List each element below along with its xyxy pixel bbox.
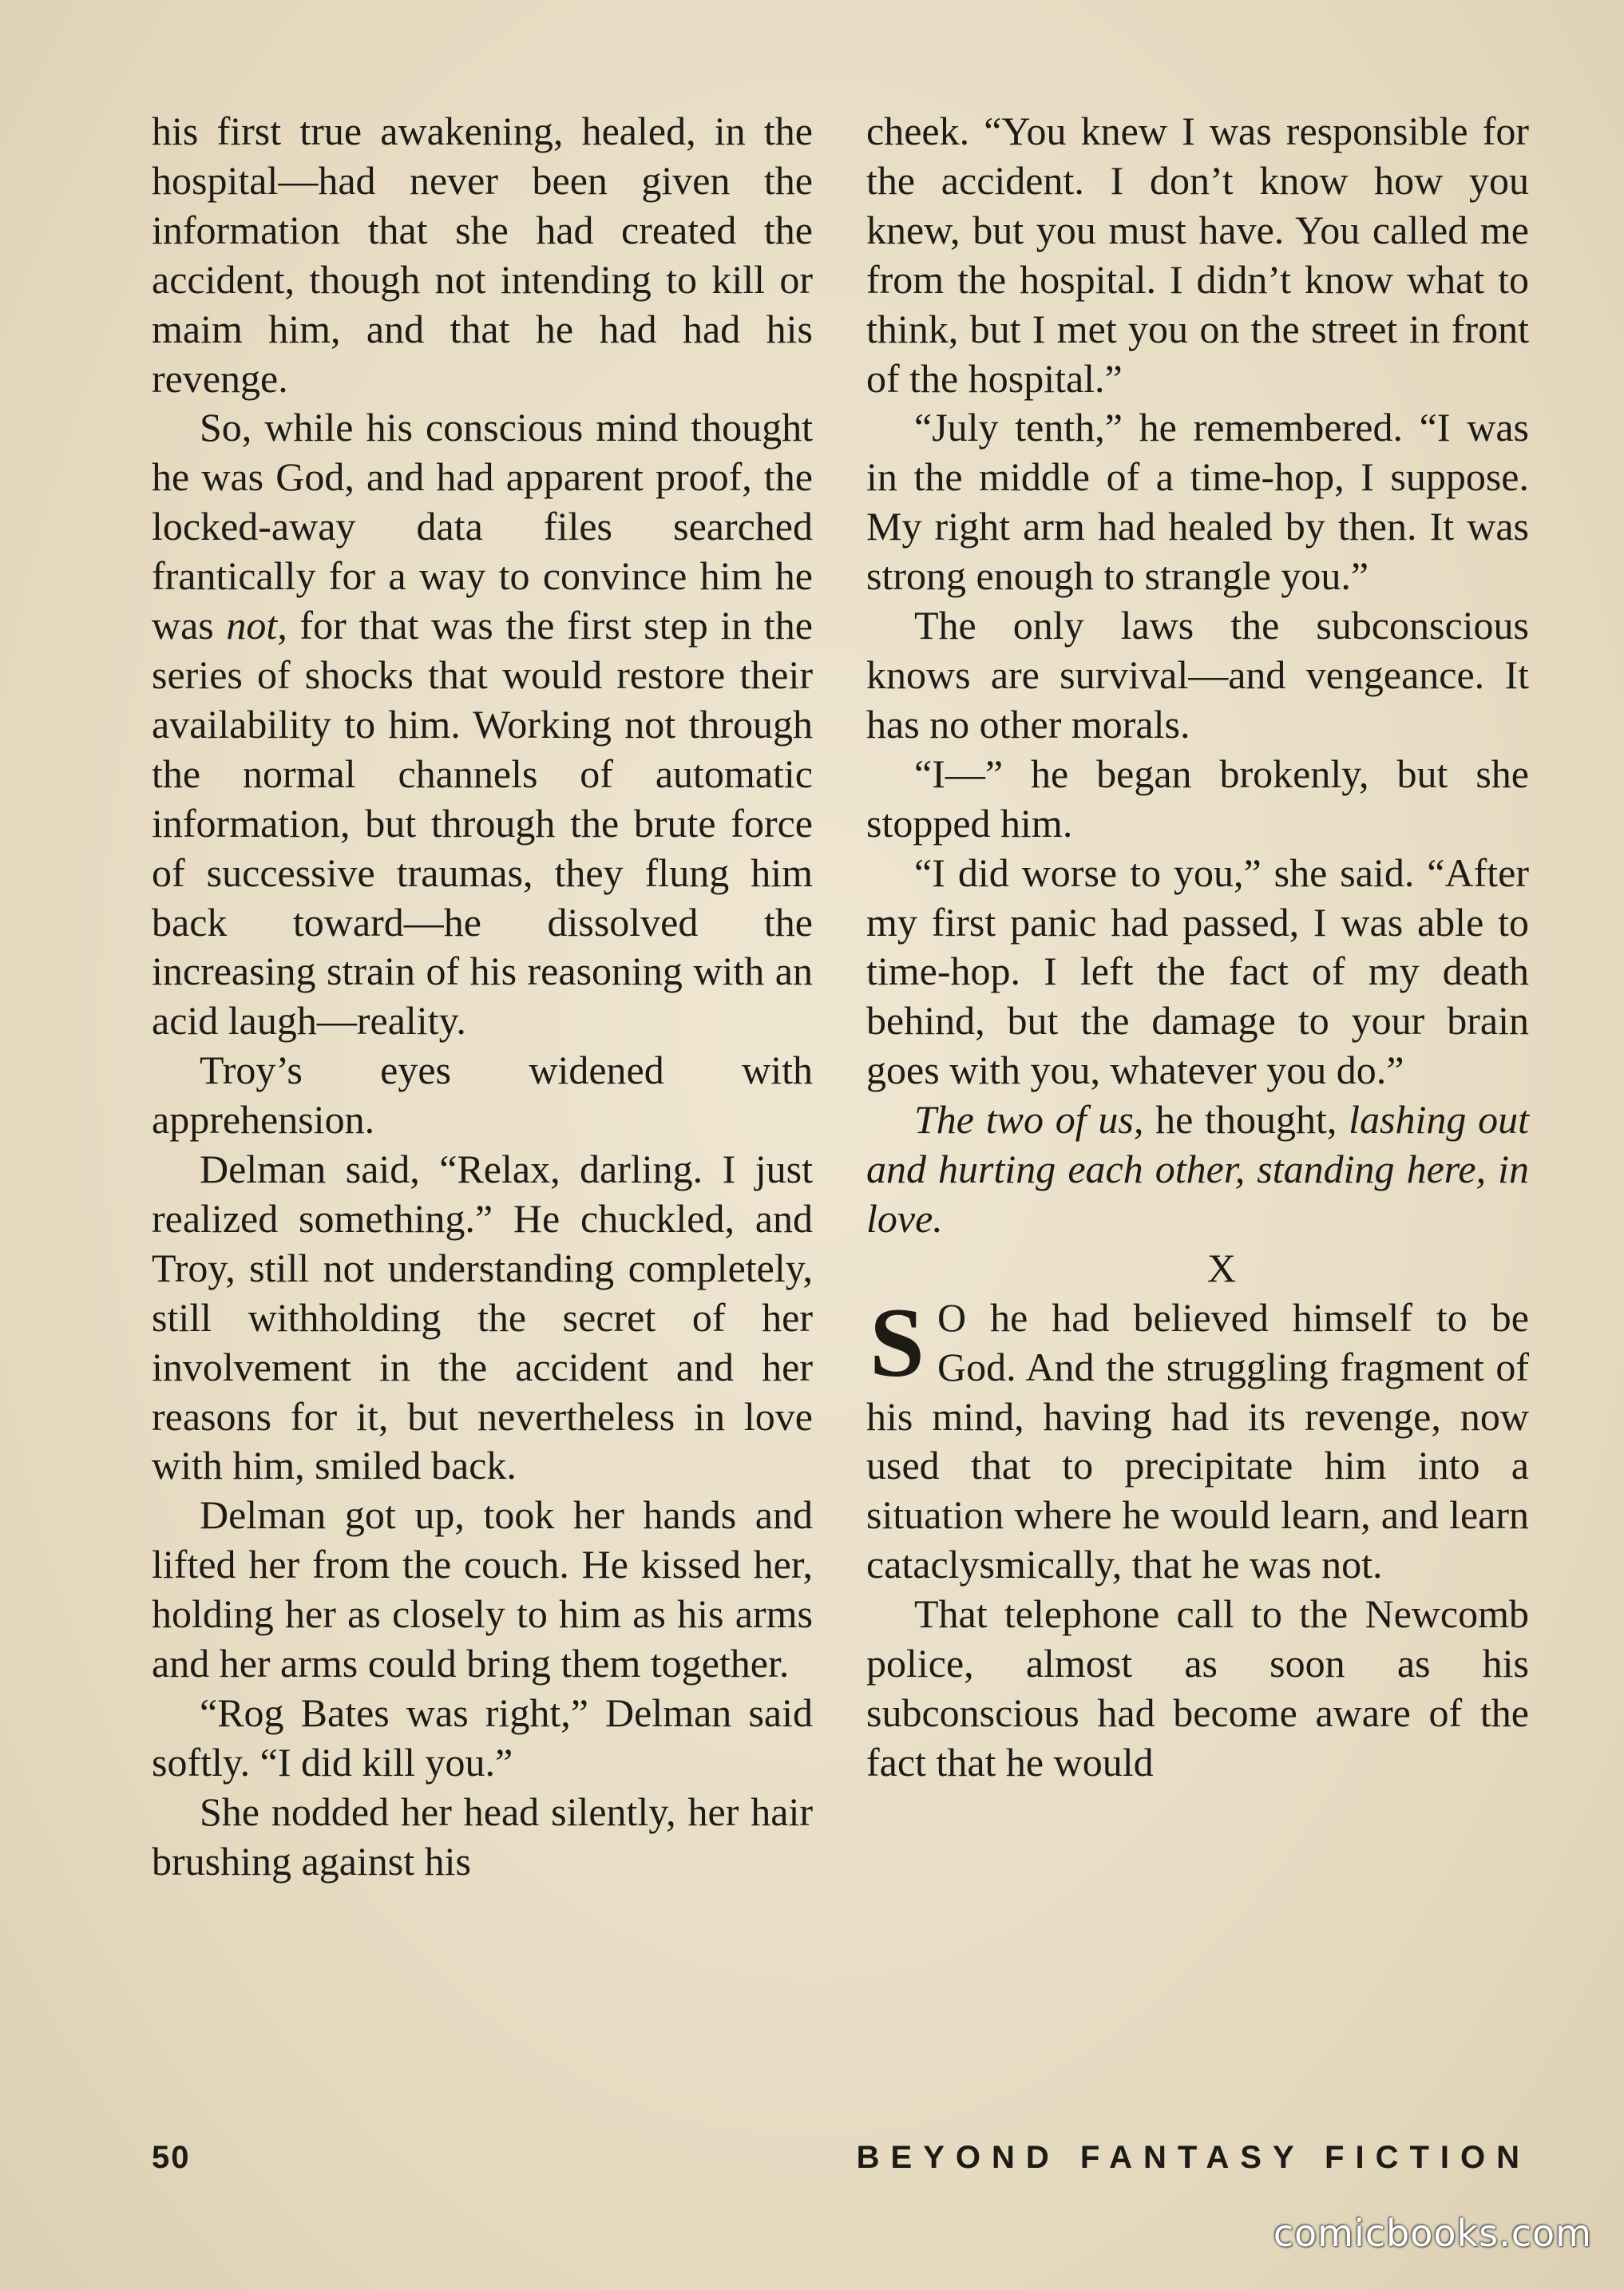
paragraph-text: So, while his conscious mind thought he was God, and had apparent proof, the locked-away data files searched frantically for a way to convince him he was bbox=[152, 405, 813, 648]
paragraph: his first true awakening, healed, in the hospital—had never been given the information that she had created the accident, though not intending to kill or maim him, and that he had had his revenge. bbox=[152, 109, 813, 401]
paragraph bbox=[866, 1095, 1529, 1244]
paragraph: “I did worse to you,” she said. “After my first panic had passed, I was able to time-hop. I left the fact of my death behind, but the damage to your brain goes with you, whatever you do.” bbox=[866, 850, 1529, 1093]
watermark: comicbooks.com bbox=[1273, 2212, 1592, 2255]
magazine-title: BEYOND FANTASY FICTION bbox=[856, 2140, 1531, 2175]
paragraph: Troy’s eyes widened with apprehension. bbox=[152, 1048, 813, 1143]
paragraph: “July tenth,” he remembered. “I was in the middle of a time-hop, I suppose. My right arm had healed by then. It was strong enough to strangle you.” bbox=[866, 405, 1529, 599]
paragraph: Delman got up, took her hands and lifted her from the couch. He kissed her, holding her as closely to him as his arms and her arms could bring them together. bbox=[152, 1492, 813, 1686]
paragraph-text: he thought, bbox=[1143, 1097, 1349, 1143]
emphasis-text: not, bbox=[226, 603, 287, 648]
paragraph: Delman said, “Relax, darling. I just realized something.” He chuckled, and Troy, still not understanding completely, still withholding the secret of her involvement in the accident and her reasons for it, but nevertheless in love with him, smiled back. bbox=[152, 1147, 813, 1488]
paragraph bbox=[152, 403, 813, 1046]
left-text-column bbox=[152, 107, 813, 1887]
emphasis-text: The two of us, bbox=[914, 1097, 1144, 1143]
emphasis-text: lashing out and hurting each other, standing here, in love. bbox=[866, 1097, 1529, 1241]
paragraph-text: O he had believed himself to be God. And the struggling fragment of his mind, having had its revenge, now used that to precipitate him into a situation where he would learn, and learn cataclysmically, that he was not. bbox=[866, 1294, 1529, 1587]
paragraph: She nodded her head silently, her hair brushing against his bbox=[152, 1789, 813, 1884]
paragraph-text: for that was the first step in the series of shocks that would restore their availability to him. Working not through the normal channels of automatic information, but through the brute force of successive traumas, they flung him back toward—he dissolved the increasing strain of his reasoning with an acid laugh—reality. bbox=[152, 603, 813, 1044]
paragraph: “Rog Bates was right,” Delman said softly. “I did kill you.” bbox=[152, 1690, 813, 1785]
drop-cap: S bbox=[869, 1287, 925, 1397]
chapter-heading: X bbox=[1206, 1245, 1237, 1290]
right-text-column bbox=[866, 107, 1529, 1788]
paragraph: That telephone call to the Newcomb police, almost as soon as his subconscious had become aware of the fact that he would bbox=[866, 1591, 1529, 1785]
paragraph: The only laws the subconscious knows are survival—and vengeance. It has no other morals. bbox=[866, 603, 1529, 747]
paragraph bbox=[866, 1287, 1529, 1590]
paragraph: “I—” he began brokenly, but she stopped him. bbox=[866, 751, 1529, 846]
paragraph: cheek. “You knew I was responsible for the accident. I don’t know how you knew, but you must have. You called me from the hospital. I didn’t know what to think, but I met you on the street in front of the hospital.” bbox=[866, 109, 1529, 401]
page-number: 50 bbox=[152, 2140, 191, 2175]
